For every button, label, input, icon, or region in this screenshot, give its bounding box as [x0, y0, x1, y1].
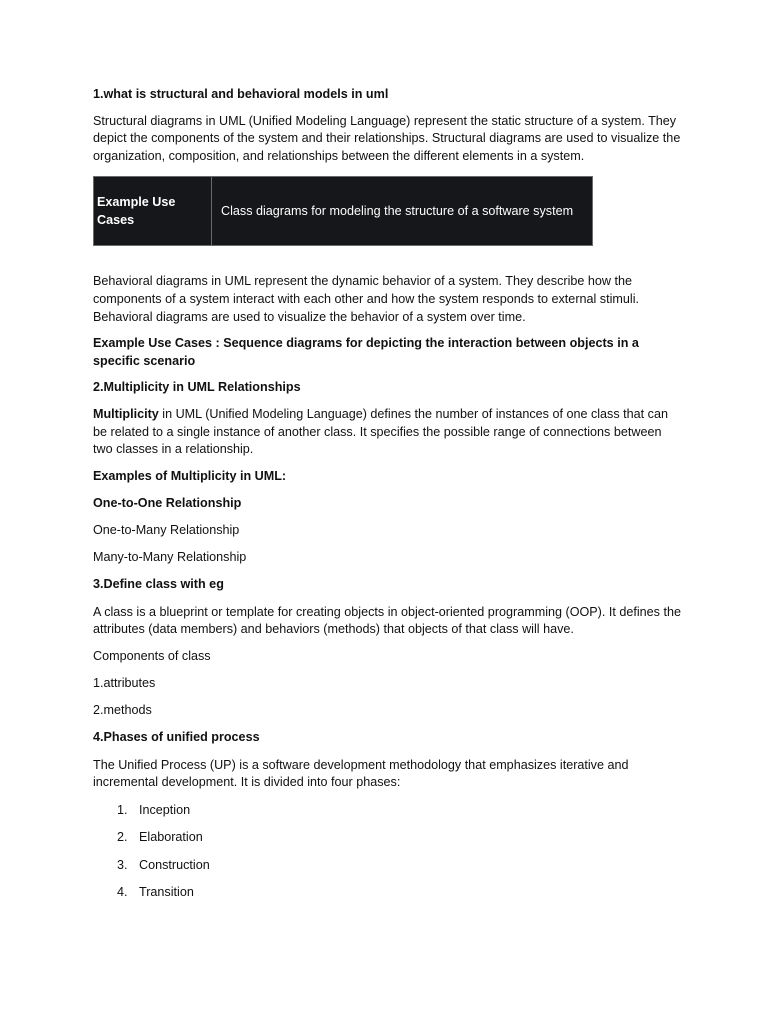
list-item	[93, 802, 683, 829]
q3-heading: 3.Define class with eg	[93, 577, 224, 592]
list-item	[93, 857, 683, 884]
one-to-one-item: One-to-One Relationship	[93, 495, 242, 510]
one-to-many-item: One-to-Many Relationship	[93, 523, 240, 538]
component-attributes: 1.attributes	[93, 676, 156, 691]
multiplicity-examples-heading: Examples of Multiplicity in UML:	[93, 468, 287, 483]
unified-process-paragraph: The Unified Process (UP) is a software development methodology that emphasizes iterative and incremental development. It is divided into four phases:	[93, 757, 629, 790]
list-item-number: 4.	[117, 884, 128, 899]
component-methods: 2.methods	[93, 703, 152, 718]
example-use-cases-table	[93, 176, 593, 246]
phases-list	[93, 802, 683, 912]
list-item	[93, 829, 683, 856]
behavioral-example-use-cases: Example Use Cases : Sequence diagrams for depicting the interaction between objects in a specific scenario	[93, 336, 639, 368]
list-item-label: Inception	[139, 802, 191, 817]
components-of-class: Components of class	[93, 648, 211, 663]
list-item-label: Elaboration	[139, 830, 203, 845]
multiplicity-definition: in UML (Unified Modeling Language) defines the number of instances of one class that can be related to a single instance of another class. It specifies the possible range of connections between two classes in a relationship.	[93, 406, 668, 457]
q4-heading: 4.Phases of unified process	[93, 730, 260, 745]
multiplicity-paragraph	[93, 406, 683, 459]
q1-heading: 1.what is structural and behavioral models in uml	[93, 87, 389, 101]
list-item-number: 3.	[117, 857, 128, 872]
structural-paragraph: Structural diagrams in UML (Unified Modeling Language) represent the static structure of a system. They depict the components of the system and their relationships. Structural diagrams are used to visualize the organization, composition, and relationships between the different elements in a system.	[93, 113, 681, 163]
multiplicity-term: Multiplicity	[93, 406, 159, 421]
q2-heading: 2.Multiplicity in UML Relationships	[93, 380, 301, 395]
table-value-cell: Class diagrams for modeling the structure of a software system	[212, 177, 593, 246]
document-page	[93, 86, 683, 911]
behavioral-paragraph: Behavioral diagrams in UML represent the dynamic behavior of a system. They describe how the components of a system interact with each other and how the system responds to external stimuli. Behavioral diagrams are used to visualize the behavior of a system over time.	[93, 274, 639, 324]
list-item-number: 1.	[117, 802, 128, 817]
list-item-number: 2.	[117, 830, 128, 845]
table-label-cell: Example Use Cases	[94, 177, 212, 246]
list-item	[93, 884, 683, 911]
list-item-label: Construction	[139, 857, 210, 872]
many-to-many-item: Many-to-Many Relationship	[93, 550, 247, 565]
class-definition-paragraph: A class is a blueprint or template for creating objects in object-oriented programming (OOP). It defines the attributes (data members) and behaviors (methods) that objects of that class will have.	[93, 604, 681, 637]
list-item-label: Transition	[139, 884, 194, 899]
